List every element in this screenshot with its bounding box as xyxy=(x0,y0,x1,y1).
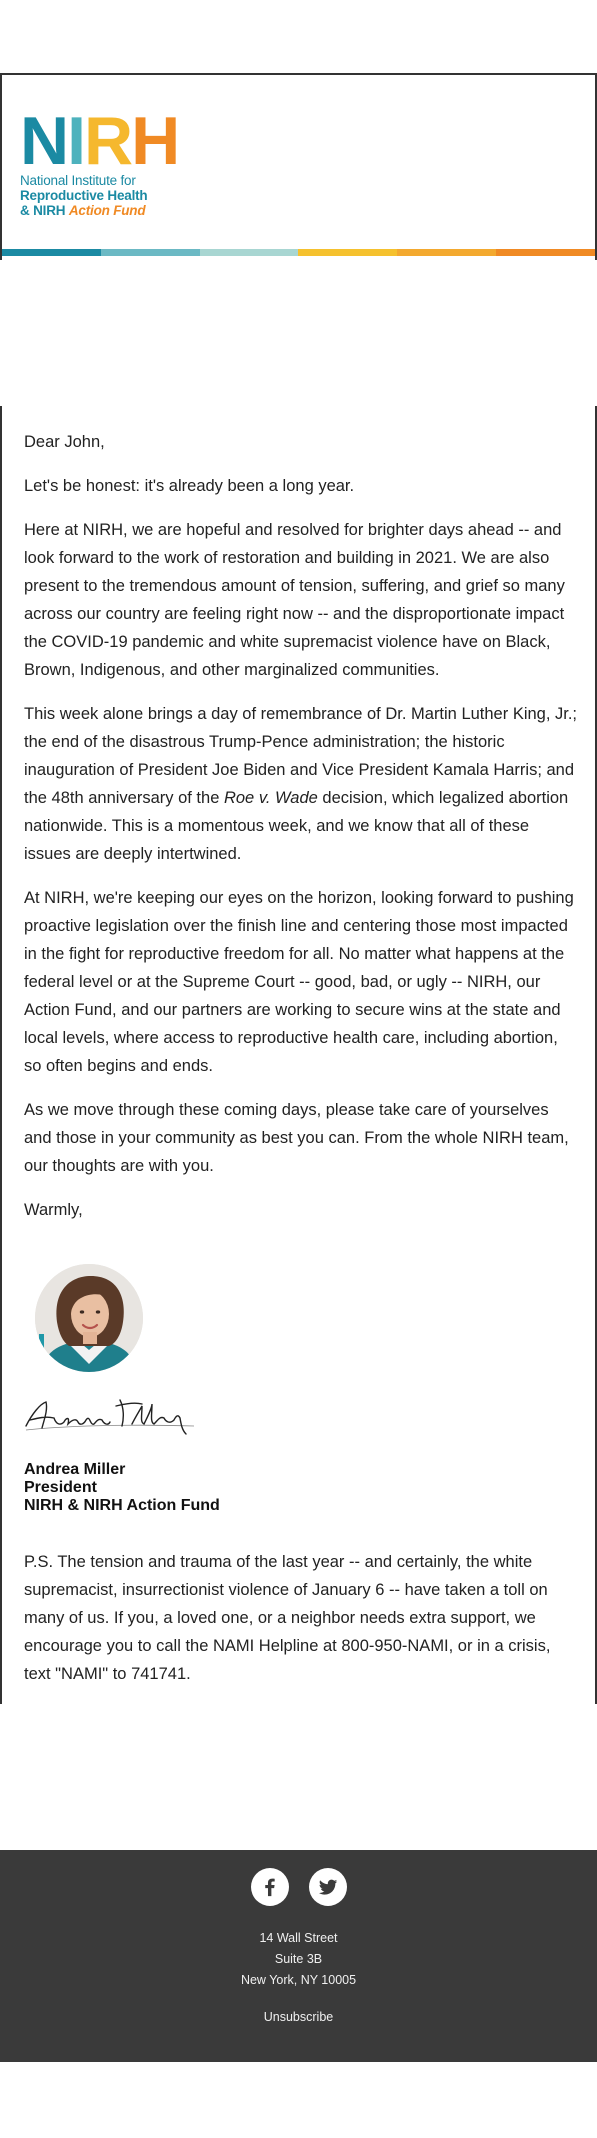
mailing-address xyxy=(0,1928,597,1991)
paragraph-5: As we move through these coming days, please take care of yourselves and those in your community as best you can. From the whole NIRH team, our thoughts are with you. xyxy=(24,1101,569,1175)
signer-title: President xyxy=(24,1479,97,1496)
address-line-1: 14 Wall Street xyxy=(259,1931,338,1945)
paragraph-3-part-2: decision, which legalized abortion nationwide. This is a momentous week, and we know that all of these issues are deeply intertwined. xyxy=(24,789,569,863)
logo-line-2: Reproductive Health xyxy=(20,188,148,203)
logo-line-1: National Institute for xyxy=(20,173,136,188)
nirh-logo[interactable] xyxy=(20,103,179,218)
logo-wordmark xyxy=(20,103,179,179)
logo-line-3-prefix: & NIRH xyxy=(20,203,69,218)
letter-content xyxy=(0,406,597,1704)
roe-v-wade-italic: Roe v. Wade xyxy=(223,789,318,807)
postscript: P.S. The tension and trauma of the last year -- and certainly, the white supremacist, insurrectionist violence of January 6 -- have taken a toll on many of us. If you, a loved one, or a neighbor needs extra support, we encourage you to call the NAMI Helpline at 800-950-NAMI, or in a crisis, text "NAMI" to 741741. xyxy=(24,1553,551,1683)
twitter-icon[interactable] xyxy=(309,1868,347,1906)
logo-line-3-accent: Action Fund xyxy=(68,203,146,218)
signer-name: Andrea Miller xyxy=(24,1461,126,1478)
portrait-illustration xyxy=(35,1264,143,1372)
unsubscribe-link[interactable]: Unsubscribe xyxy=(263,2010,334,2024)
logo-line-3 xyxy=(20,203,170,218)
address-line-3: New York, NY 10005 xyxy=(240,1973,357,1987)
signer-block xyxy=(24,1461,220,1515)
letter-text-column xyxy=(24,428,579,1240)
signature-drawing xyxy=(24,1396,199,1436)
facebook-icon[interactable] xyxy=(251,1868,289,1906)
paragraph-4: At NIRH, we're keeping our eyes on the horizon, looking forward to pushing proactive legislation over the finish line and centering those most impacted in the fight for reproductive freedom for all. No matter what happens at the federal level or at the Supreme Court -- good, bad, or ugly -- NIRH, our Action Fund, and our partners are working to secure wins at the state and local levels, where access to reproductive health care, including abortion, so often begins and ends. xyxy=(24,889,574,1075)
logo-letter-n: N xyxy=(20,103,68,179)
address-line-2: Suite 3B xyxy=(274,1952,323,1966)
social-links xyxy=(0,1868,597,1906)
paragraph-3 xyxy=(24,700,579,868)
header-border-tail xyxy=(0,254,597,260)
email-header xyxy=(0,73,597,258)
email-footer xyxy=(0,1850,597,2062)
handwritten-signature xyxy=(24,1396,199,1436)
paragraph-3-part-1: This week alone brings a day of remembrance of Dr. Martin Luther King, Jr.; the end of the disastrous Trump-Pence administration; the historic inauguration of President Joe Biden and Vice President Kamala Harris; and the 48th anniversary of the xyxy=(24,705,578,807)
signer-avatar xyxy=(35,1264,143,1372)
greeting: Dear John, xyxy=(24,433,105,451)
logo-letter-h: H xyxy=(131,103,179,179)
logo-letter-r: R xyxy=(84,103,132,179)
logo-letter-i: I xyxy=(67,103,85,179)
signer-organization: NIRH & NIRH Action Fund xyxy=(24,1497,220,1514)
paragraph-2: Here at NIRH, we are hopeful and resolved for brighter days ahead -- and look forward to the work of restoration and building in 2021. We are also present to the tremendous amount of tension, suffering, and grief so many across our country are feeling right now -- and the disproportionate impact the COVID-19 pandemic and white supremacist violence have on Black, Brown, Indigenous, and other marginalized communities. xyxy=(24,521,565,679)
paragraph-1: Let's be honest: it's already been a long year. xyxy=(24,477,355,495)
closing: Warmly, xyxy=(24,1201,83,1219)
